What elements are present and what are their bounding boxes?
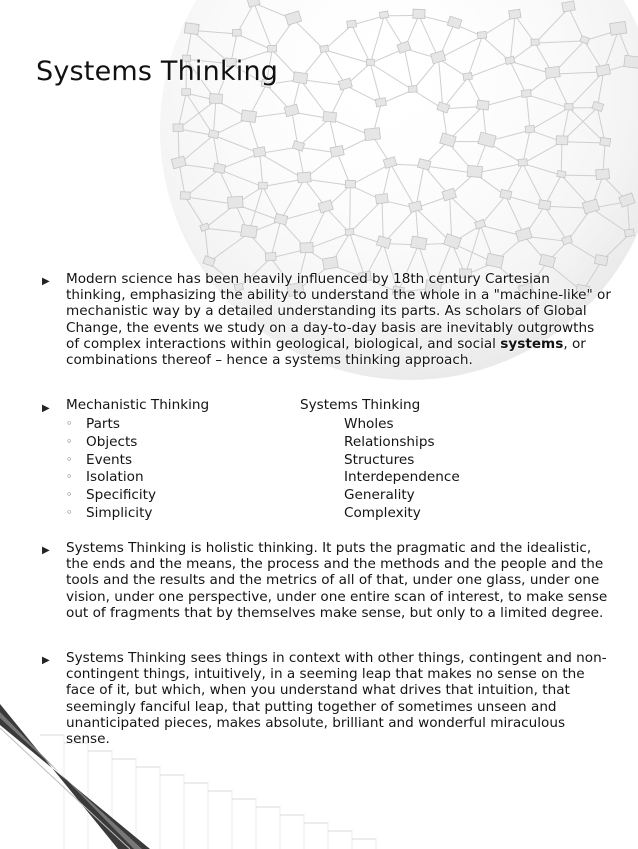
mechanistic-item: Isolation bbox=[86, 469, 144, 486]
paragraph-holistic: Systems Thinking is holistic thinking. It puts the pragmatic and the idealistic, the ends and the means, the process and the methods and the people and the tools and the results and the metrics of all of that, under one glass, under one vision, under one perspective, under one entire scan of interest, to make sense out of fragments that by themselves make sense, but only to a limited degree. bbox=[66, 540, 608, 621]
mechanistic-item: Specificity bbox=[86, 487, 157, 504]
sub-bullet-icon: ◦ bbox=[66, 417, 73, 430]
sub-bullet-icon: ◦ bbox=[66, 506, 73, 519]
mechanistic-item: Events bbox=[86, 451, 133, 468]
bullet-arrow-icon: ▶ bbox=[42, 403, 50, 414]
paragraph-cartesian-text: Modern science has been heavily influenced by 18th century Cartesian thinking, emphasizing the ability to understand the whole in a "machine-like" or mechanistic way by a detailed understanding its parts. As scholars of Global Change, the events we study on a day-to-day basis are inevitably outgrowths of complex interactions within geological, biological, and social bbox=[66, 271, 611, 352]
systems-item: Interdependence bbox=[344, 469, 460, 486]
paragraph-cartesian-tail: , or combinations thereof – hence a systems thinking approach. bbox=[66, 335, 586, 369]
sub-bullet-icon: ◦ bbox=[66, 452, 73, 466]
systems-item: Complexity bbox=[344, 505, 421, 521]
bullet-arrow-icon: ▶ bbox=[42, 655, 50, 666]
mechanistic-item: Parts bbox=[86, 416, 120, 432]
systems-item: Relationships bbox=[344, 433, 435, 450]
page-title: Systems Thinking bbox=[36, 56, 279, 87]
paragraph-context: Systems Thinking sees things in context with other things, contingent and non-contingent things, intuitively, in a seeming leap that makes no sense on the face of it, but which, when you understand what drives that intuition, that seemingly fanciful leap, that putting together of sometimes unseen and unanticipated pieces, makes absolute, brilliant and wonderful miraculous sense. bbox=[66, 650, 607, 748]
bullet-arrow-icon: ▶ bbox=[42, 545, 50, 556]
systems-header: Systems Thinking bbox=[300, 397, 421, 413]
mechanistic-header: Mechanistic Thinking bbox=[66, 397, 210, 413]
bullet-arrow-icon: ▶ bbox=[42, 276, 50, 287]
mechanistic-item: Objects bbox=[86, 433, 138, 450]
sub-bullet-icon: ◦ bbox=[66, 470, 73, 484]
systems-item: Generality bbox=[344, 487, 415, 504]
sub-bullet-icon: ◦ bbox=[66, 488, 73, 502]
systems-emphasis: systems bbox=[500, 335, 564, 352]
mechanistic-item: Simplicity bbox=[86, 505, 153, 521]
systems-item: Wholes bbox=[344, 416, 394, 432]
paragraph-cartesian bbox=[66, 271, 611, 368]
systems-item: Structures bbox=[344, 451, 415, 468]
sub-bullet-icon: ◦ bbox=[66, 434, 73, 448]
